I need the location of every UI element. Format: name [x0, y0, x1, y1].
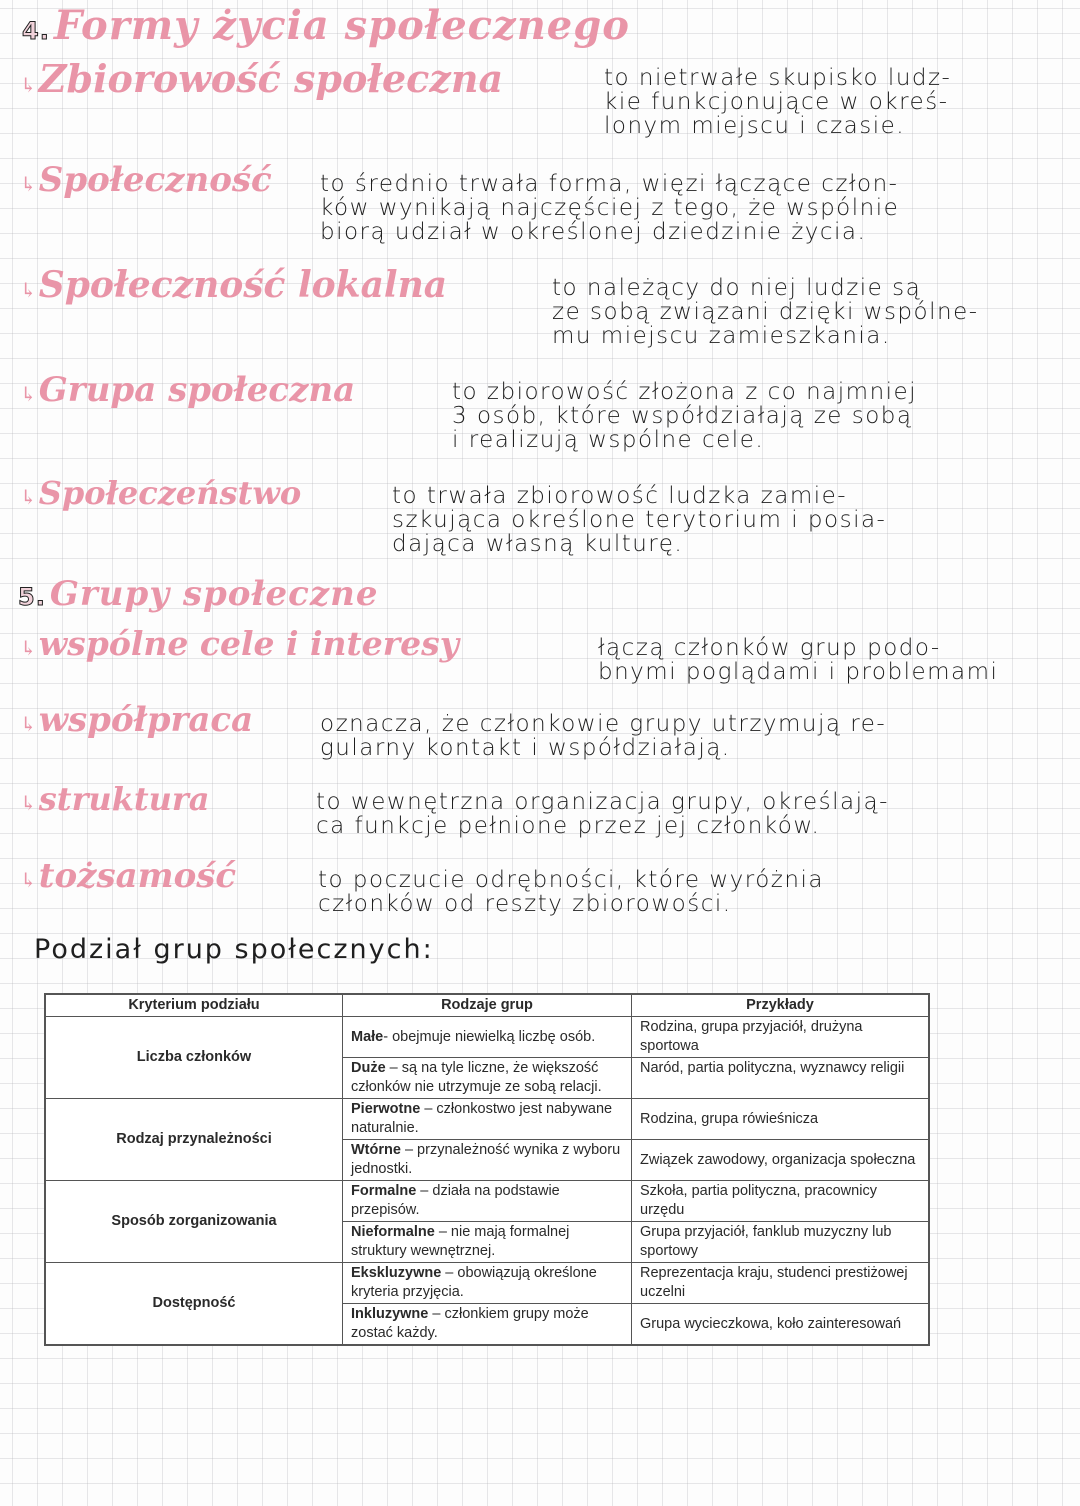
section-number-4: 4.	[22, 17, 50, 45]
table-row	[45, 1181, 929, 1222]
arrow-icon: ↳	[20, 278, 37, 302]
criterion-cell: Sposób zorganizowania	[45, 1181, 343, 1263]
group-type-cell: Formalne – działa na podstawie przepisów.	[343, 1181, 632, 1222]
section-4-title: 4. Formy życia społecznego	[22, 2, 630, 49]
group-division-table	[44, 993, 930, 1346]
arrow-icon: ↳	[20, 382, 37, 406]
arrow-icon: ↳	[20, 868, 37, 892]
definition-grupa-spoleczna: to zbiorowość złożona z co najmniej 3 osób, które współdziałają ze sobą i realizują wspólne cele.	[452, 379, 918, 453]
term-spoleczenstwo: ↳Społeczeństwo	[20, 474, 302, 512]
definition-spolecznosc-lokalna: to należący do niej ludzie są ze sobą związani dzięki wspólne- mu miejscu zamieszkania.	[552, 275, 979, 349]
arrow-icon: ↳	[20, 791, 37, 815]
term-struktura: ↳struktura	[20, 780, 210, 818]
term-grupa-spoleczna: ↳Grupa społeczna	[20, 370, 356, 410]
definition-spolecznosc: to średnio trwała forma, więzi łączące człon- ków wynikają najczęściej z tego, że wspólnie biorą udział w określonej dziedzinie życia.	[320, 171, 900, 245]
group-type-cell: Duże – są na tyle liczne, że większość członków nie utrzymuje ze sobą relacji.	[343, 1058, 632, 1099]
group-type-cell: Pierwotne – członkostwo jest nabywane naturalnie.	[343, 1099, 632, 1140]
definition-struktura: to wewnętrzna organizacja grupy, określają- ca funkcje pełnione przez jej członków.	[316, 789, 889, 839]
header-examples: Przykłady	[632, 994, 930, 1017]
term-spolecznosc-lokalna: ↳Społeczność lokalna	[20, 264, 448, 306]
definition-zbiorowosc-spoleczna: to nietrwałe skupisko ludz- kie funkcjonujące w okreś- lonym miejscu i czasie.	[604, 65, 952, 139]
group-type-cell: Inkluzywne – członkiem grupy może zostać każdy.	[343, 1304, 632, 1346]
examples-cell: Rodzina, grupa rówieśnicza	[632, 1099, 930, 1140]
table-row	[45, 1263, 929, 1304]
criterion-cell: Dostępność	[45, 1263, 343, 1346]
arrow-icon: ↳	[20, 712, 37, 736]
group-type-cell: Małe- obejmuje niewielką liczbę osób.	[343, 1017, 632, 1058]
arrow-icon: ↳	[20, 172, 37, 196]
definition-tozsamosc: to poczucie odrębności, które wyróżnia członków od reszty zbiorowości.	[318, 867, 824, 917]
term-wspolpraca: ↳współpraca	[20, 700, 254, 740]
table-header-row	[45, 994, 929, 1017]
group-type-cell: Ekskluzywne – obowiązują określone kryteria przyjęcia.	[343, 1263, 632, 1304]
criterion-cell: Liczba członków	[45, 1017, 343, 1099]
section-5-title: 5. Grupy społeczne	[18, 574, 379, 614]
term-tozsamosc: ↳tożsamość	[20, 856, 237, 896]
examples-cell: Reprezentacja kraju, studenci prestiżowej uczelni	[632, 1263, 930, 1304]
examples-cell: Naród, partia polityczna, wyznawcy religii	[632, 1058, 930, 1099]
definition-wspolne-cele-i-interesy: łączą członków grup podo- bnymi poglądami i problemami	[598, 635, 999, 685]
header-criterion: Kryterium podziału	[45, 994, 343, 1017]
term-zbiorowosc-spoleczna: ↳Zbiorowość społeczna	[20, 56, 504, 101]
group-type-cell: Wtórne – przynależność wynika z wyboru jednostki.	[343, 1140, 632, 1181]
definition-wspolpraca: oznacza, że członkowie grupy utrzymują re- gularny kontakt i współdziałają.	[320, 711, 887, 761]
definition-spoleczenstwo: to trwała zbiorowość ludzka zamie- szkująca określone terytorium i posia- dająca własną kulturę.	[392, 483, 887, 557]
arrow-icon: ↳	[20, 73, 37, 97]
term-wspolne-cele-i-interesy: ↳wspólne cele i interesy	[20, 624, 459, 663]
group-type-cell: Nieformalne – nie mają formalnej struktury wewnętrznej.	[343, 1222, 632, 1263]
examples-cell: Grupa przyjaciół, fanklub muzyczny lub sportowy	[632, 1222, 930, 1263]
criterion-cell: Rodzaj przynależności	[45, 1099, 343, 1181]
examples-cell: Grupa wycieczkowa, koło zainteresowań	[632, 1304, 930, 1346]
table-row	[45, 1017, 929, 1058]
header-group-types: Rodzaje grup	[343, 994, 632, 1017]
term-spolecznosc: ↳Społeczność	[20, 160, 272, 200]
examples-cell: Szkoła, partia polityczna, pracownicy urzędu	[632, 1181, 930, 1222]
arrow-icon: ↳	[20, 636, 37, 660]
division-heading: Podział grup społecznych:	[34, 934, 434, 965]
section-number-5: 5.	[18, 583, 46, 611]
arrow-icon: ↳	[20, 485, 37, 509]
table-row	[45, 1099, 929, 1140]
examples-cell: Rodzina, grupa przyjaciół, drużyna sportowa	[632, 1017, 930, 1058]
examples-cell: Związek zawodowy, organizacja społeczna	[632, 1140, 930, 1181]
